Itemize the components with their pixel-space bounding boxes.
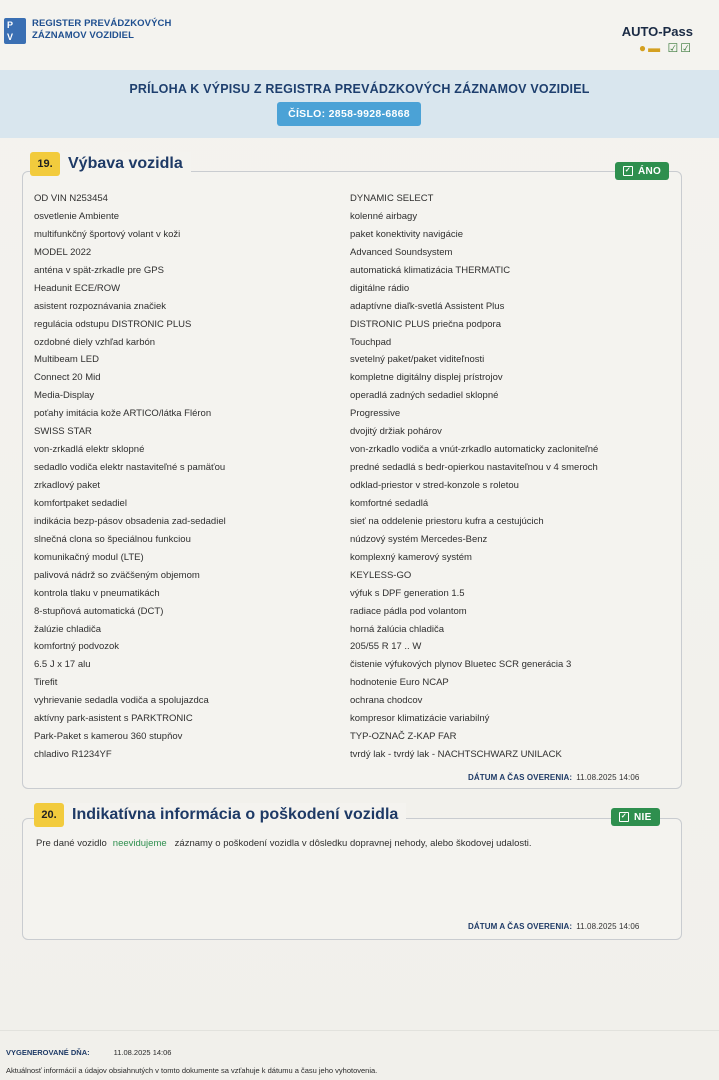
equipment-item: Progressive bbox=[350, 408, 401, 420]
equipment-item: poťahy imitácia kože ARTICO/látka Fléron bbox=[34, 408, 212, 420]
logo-text bbox=[32, 18, 171, 42]
equipment-item: žalúzie chladiča bbox=[34, 623, 102, 635]
logo-mark: P V bbox=[4, 18, 26, 44]
equipment-item: KEYLESS-GO bbox=[350, 569, 412, 581]
section-number: 19. bbox=[30, 152, 60, 176]
checkbox-icon: ☑☑ bbox=[667, 41, 693, 55]
equipment-item: kontrola tlaku v pneumatikách bbox=[34, 587, 160, 599]
equipment-item: von-zrkadlá elektr sklopné bbox=[34, 444, 145, 456]
section-title: Indikatívna informácia o poškodení vozidla bbox=[72, 806, 399, 823]
equipment-item: výfuk s DPF generation 1.5 bbox=[350, 587, 465, 599]
equipment-item: odklad-priestor v stred-konzole s roletou bbox=[350, 480, 519, 491]
equipment-item: komunikačný modul (LTE) bbox=[34, 551, 144, 563]
equipment-item: predné sedadlá s bedr-opierkou nastaviteľnou v 4 smeroch bbox=[350, 462, 598, 474]
equipment-item: kompresor klimatizácie variabilný bbox=[350, 713, 490, 725]
generated-date: VYGENEROVANÉ DŇA: 11.08.2025 14:06 bbox=[6, 1048, 172, 1057]
equipment-item: čistenie výfukových plynov Bluetec SCR generácia 3 bbox=[350, 659, 572, 671]
damage-status-highlight: neevidujeme bbox=[112, 838, 167, 849]
equipment-item: anténa v spät-zrkadle pre GPS bbox=[34, 264, 164, 276]
equipment-item: Advanced Soundsystem bbox=[350, 246, 453, 258]
equipment-item: digitálne rádio bbox=[350, 282, 410, 294]
annex-banner bbox=[0, 70, 719, 138]
equipment-item: indikácia bezp-pásov obsadenia zad-sedadiel bbox=[34, 515, 226, 527]
equipment-item: 8-stupňová automatická (DCT) bbox=[34, 605, 164, 617]
equipment-item: komfortné sedadlá bbox=[350, 497, 429, 509]
equipment-item: MODEL 2022 bbox=[34, 246, 92, 258]
equipment-item: kolenné airbagy bbox=[350, 210, 418, 222]
yes-badge: ✓ ÁNO bbox=[615, 162, 669, 180]
equipment-item: asistent rozpoznávania značiek bbox=[34, 300, 167, 312]
equipment-item: DISTRONIC PLUS priečna podpora bbox=[350, 318, 502, 330]
damage-statement: Pre dané vozidlo neevidujeme záznamy o poškodení vozidla v dôsledku dopravnej nehody, alebo škodovej udalosti. bbox=[36, 838, 532, 849]
section-title: Výbava vozidla bbox=[68, 155, 183, 172]
equipment-item: Headunit ECE/ROW bbox=[34, 282, 121, 294]
logo-line-1: REGISTER PREVÁDZKOVÝCH bbox=[32, 18, 172, 29]
equipment-item: vyhrievanie sedadla vodiča a spolujazdca bbox=[34, 695, 209, 707]
autopass-title: AUTO-Pass bbox=[621, 24, 693, 39]
equipment-item: palivová nádrž so zväčšeným objemom bbox=[34, 569, 200, 581]
banner-title: PRÍLOHA K VÝPISU Z REGISTRA PREVÁDZKOVÝCH ZÁZNAMOV VOZIDIEL bbox=[129, 82, 590, 96]
verification-timestamp: DÁTUM A ČAS OVERENIA: 11.08.2025 14:06 bbox=[468, 922, 640, 931]
equipment-item: Connect 20 Mid bbox=[34, 372, 101, 384]
equipment-item: Park-Paket s kamerou 360 stupňov bbox=[34, 731, 183, 743]
equipment-item: ochrana chodcov bbox=[350, 695, 423, 707]
equipment-item: chladivo R1234YF bbox=[34, 749, 112, 761]
equipment-item: OD VIN N253454 bbox=[34, 193, 108, 204]
equipment-item: ozdobné diely vzhľad karbón bbox=[34, 336, 156, 348]
equipment-section-header bbox=[30, 152, 191, 176]
equipment-item: Tirefit bbox=[34, 677, 58, 689]
equipment-list bbox=[34, 190, 674, 764]
equipment-item: svetelný paket/paket viditeľnosti bbox=[350, 354, 485, 366]
equipment-item: Media-Display bbox=[34, 390, 95, 402]
equipment-item: Multibeam LED bbox=[34, 354, 99, 366]
equipment-item: SWISS STAR bbox=[34, 426, 92, 438]
check-icon: ✓ bbox=[620, 813, 628, 820]
autopass-logo bbox=[622, 24, 693, 55]
equipment-item: radiace pádla pod volantom bbox=[350, 605, 467, 617]
equipment-item: komfortný podvozok bbox=[34, 641, 120, 653]
equipment-item: aktívny park-asistent s PARKTRONIC bbox=[34, 713, 193, 725]
equipment-item: paket konektivity navigácie bbox=[350, 228, 464, 240]
equipment-item: adaptívne diaľk-svetlá Assistent Plus bbox=[350, 300, 505, 312]
equipment-item: horná žalúcia chladiča bbox=[350, 623, 445, 635]
equipment-item: tvrdý lak - tvrdý lak - NACHTSCHWARZ UNILACK bbox=[350, 749, 562, 761]
equipment-item: DYNAMIC SELECT bbox=[350, 193, 434, 204]
equipment-item: komfortpaket sedadiel bbox=[34, 497, 127, 509]
document-number-badge: ČÍSLO: 2858-9928-6868 bbox=[277, 102, 421, 126]
equipment-item: sieť na oddelenie priestoru kufra a cestujúcich bbox=[350, 515, 544, 527]
register-logo bbox=[4, 18, 171, 44]
car-key-icon: ●▬ bbox=[638, 41, 663, 55]
logo-line-2: ZÁZNAMOV VOZIDIEL bbox=[32, 30, 134, 41]
footer-divider bbox=[0, 1030, 719, 1031]
equipment-item: multifunkčný športový volant v koži bbox=[34, 228, 181, 240]
equipment-item: kompletne digitálny displej prístrojov bbox=[350, 372, 503, 384]
equipment-item: Touchpad bbox=[350, 336, 392, 348]
equipment-item: zrkadlový paket bbox=[34, 480, 101, 491]
equipment-item: regulácia odstupu DISTRONIC PLUS bbox=[34, 318, 192, 330]
equipment-item: operadlá zadných sedadiel sklopné bbox=[350, 390, 499, 402]
equipment-item: 205/55 R 17 .. W bbox=[350, 641, 422, 653]
equipment-item: núdzový systém Mercedes-Benz bbox=[350, 533, 488, 545]
equipment-item: TYP-OZNAČ Z-KAP FAR bbox=[350, 731, 457, 743]
equipment-item: komplexný kamerový systém bbox=[350, 551, 472, 563]
equipment-item: 6.5 J x 17 alu bbox=[34, 659, 91, 671]
check-icon: ✓ bbox=[624, 167, 632, 174]
footer-note: Aktuálnosť informácií a údajov obsiahnutých v tomto dokumente sa vzťahuje k dátumu a času jeho vyhotovenia. bbox=[6, 1066, 378, 1075]
equipment-item: sedadlo vodiča elektr nastaviteľné s pamäťou bbox=[34, 462, 226, 474]
equipment-item: dvojitý držiak pohárov bbox=[350, 426, 442, 438]
no-badge: ✓ NIE bbox=[611, 808, 660, 826]
damage-section-header bbox=[34, 803, 406, 827]
equipment-item: slnečná clona so špeciálnou funkciou bbox=[34, 533, 191, 545]
equipment-item: von-zrkadlo vodiča a vnút-zrkadlo automaticky zacloniteľné bbox=[350, 444, 599, 456]
equipment-item: osvetlenie Ambiente bbox=[34, 210, 120, 222]
autopass-icons bbox=[622, 41, 693, 55]
section-number: 20. bbox=[34, 803, 64, 827]
equipment-item: automatická klimatizácia THERMATIC bbox=[350, 264, 511, 276]
verification-timestamp: DÁTUM A ČAS OVERENIA: 11.08.2025 14:06 bbox=[468, 773, 640, 782]
equipment-item: hodnotenie Euro NCAP bbox=[350, 677, 449, 689]
